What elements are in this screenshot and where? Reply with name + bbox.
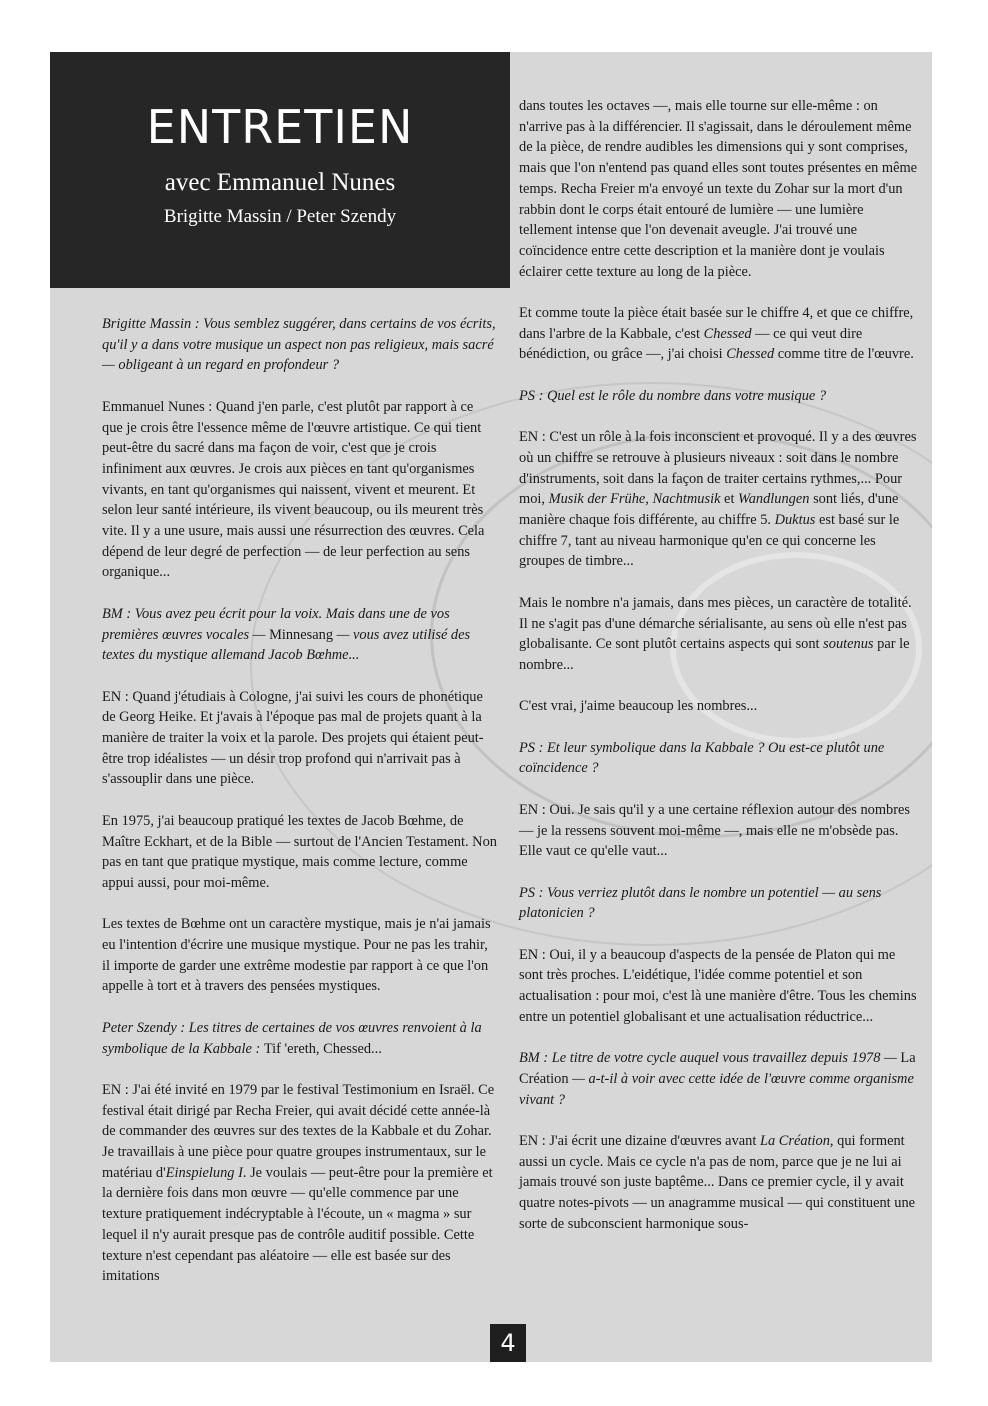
text-segment: Chessed [726,346,775,363]
text-segment: Les textes de Bœhme ont un caractère mystique, mais je n'ai jamais eu l'intention d'écrire une musique mystique. Pour ne pas les trahir, il importe de garder une extrême modestie par rapport à ce que l'on appelle à tort et à travers des pensées mystiques. [102,916,491,995]
text-segment: — vous avez utilisé des textes du mystique allemand Jacob Bœhme... [102,626,471,664]
text-segment: EN : C'est un rôle à la fois inconscient et provoqué. Il y a des œuvres où un chiffre se retrouve à plusieurs niveaux : soit dans le nombre d'instruments, soit dans la façon de traiter certains rythmes,... Pour moi, [519,429,917,508]
authors: Brigitte Massin / Peter Szendy [163,206,397,227]
interview-answer [519,303,919,365]
text-segment: Einspielung I [165,1164,243,1181]
interview-answer [519,945,919,1028]
page [50,52,932,1362]
text-segment: par le nombre... [519,636,910,673]
text-segment: soutenus [823,636,874,653]
text-segment: dans toutes les octaves —, mais elle tourne sur elle-même : on n'arrive pas à la différencier. Il s'agissait, dans le déroulement même de la pièce, de rendre audibles les dimensions qui y sont comprises, mais que l'on n'entend pas quand elles sont toutes présentes en même temps. Recha Freier m'a envoyé un texte du Zohar sur la mort d'un rabbin dont le corps était entouré de lumière — une lumière tellement intense que l'on devenait aveugle. J'ai trouvé une coïncidence entre cette description et la manière dont je voulais éclairer cette texture au long de la pièce. [519,98,918,280]
interview-answer [519,800,919,862]
right-column [519,96,919,1255]
page-subtitle: avec Emmanuel Nunes [164,169,396,196]
text-segment: C'est vrai, j'aime beaucoup les nombres... [519,698,758,715]
interview-answer [519,696,919,717]
interview-question [519,386,919,407]
left-column [102,314,497,1308]
text-segment: EN : Oui. Je sais qu'il y a une certaine réflexion autour des nombres — je la ressens souvent moi-même —, mais elle ne m'obsède pas. Elle vaut ce qu'elle vaut... [519,801,911,860]
text-segment: . Je voulais — peut-être pour la première et la dernière fois dans mon œuvre — qu'elle commence par une texture pratiquement indécryptable à l'écoute, un « magma » sur lequel il n'y aurait presque pas de contrôle auditif possible. Cette texture n'est cependant pas aléatoire — elle est basée sur des imitations [102,1164,493,1285]
text-segment: En 1975, j'ai beaucoup pratiqué les textes de Jacob Bœhme, de Maître Eckhart, et de la Bible — surtout de l'Ancien Testament. Non pas en tant que pratique mystique, mais comme lecture, comme appui aussi, pour moi-même. [102,812,497,891]
text-segment: Brigitte Massin : Vous semblez suggérer, dans certains de vos écrits, qu'il y a dans votre musique un aspect non pas religieux, mais sacré — obligeant à un regard en profondeur ? [102,316,496,374]
text-segment: Et comme toute la pièce était basée sur le chiffre 4, et que ce chiffre, dans l'arbre de la Kabbale, c'est [519,305,914,342]
text-segment: est basé sur le chiffre 7, tant au niveau harmonique qu'en ce qui concerne les groupes de timbre... [519,512,900,570]
text-segment: EN : Quand j'étudiais à Cologne, j'ai suivi les cours de phonétique de Georg Heike. Et j'avais à l'époque pas mal de projets quant à la manière de traiter la voix et la parole. Des projets qui étaient peut-être trop idéalistes — un désir trop profond qui n'arrivait pas à s'assouplir dans une pièce. [102,688,484,788]
interview-answer [102,397,497,583]
text-segment: EN : J'ai été invité en 1979 par le festival Testimonium en Israël. Ce festival était dirigé par Recha Freier, qui avait décidé cette année-là de commander des œuvres sur des textes de la Kabbale et du Zohar. Je travaillais à une pièce pour quatre groupes instrumentaux, sur le matériau d' [102,1081,495,1181]
interview-question [102,1018,497,1059]
text-segment: et [720,491,739,508]
text-segment: Minnesang [269,626,334,643]
text-segment: — a-t-il à voir avec cette idée de l'œuvre comme organisme vivant ? [519,1070,914,1108]
interview-question [519,883,919,924]
interview-answer [102,687,497,791]
text-segment: Chessed [703,325,752,342]
text-segment: , qui forment aussi un cycle. Mais ce cycle n'a pas de nom, parce que je ne lui ai jamais trouvé son juste baptême... Dans ce premier cycle, il y avait quatre notes-pivots — un anagramme musical — qui constituent une sorte de subconscient harmonique sous- [519,1132,916,1232]
text-segment: Peter Szendy : Les titres de certaines de vos œuvres renvoient à la symbolique de la Kabbale : [102,1019,482,1057]
interview-answer [519,1131,919,1235]
interview-answer [102,811,497,894]
text-segment: — ce qui veut dire bénédiction, ou grâce —, j'ai choisi [519,325,863,363]
page-number: 4 [490,1324,526,1362]
interview-question [102,314,497,376]
interview-question [102,604,497,666]
page-title: ENTRETIEN [146,100,414,154]
text-segment: comme titre de l'œuvre. [774,346,914,363]
text-segment: BM : Le titre de votre cycle auquel vous travaillez depuis 1978 — [519,1050,901,1067]
interview-answer [102,914,497,997]
text-segment: Musik der Frühe, Nachtmusik [548,491,721,508]
text-segment: La Création [759,1132,830,1149]
title-block [50,52,510,288]
interview-question [519,1048,919,1110]
text-segment: PS : Quel est le rôle du nombre dans votre musique ? [519,387,827,404]
text-segment: La Création [519,1050,916,1087]
text-segment: PS : Vous verriez plutôt dans le nombre un potentiel — au sens platonicien ? [519,884,882,922]
text-segment: BM : Vous avez peu écrit pour la voix. Mais dans une de vos premières œuvres vocales — [102,605,450,643]
interview-answer [519,427,919,572]
interview-question [519,738,919,779]
interview-answer [102,1080,497,1287]
text-segment: Mais le nombre n'a jamais, dans mes pièces, un caractère de totalité. Il ne s'agit pas d'une démarche sérialisante, au sens où elle n'est pas globalisante. Ce sont plutôt certains aspects qui sont [519,594,912,653]
text-segment: PS : Et leur symbolique dans la Kabbale ? Ou est-ce plutôt une coïncidence ? [519,739,885,777]
text-segment: sont liés, d'une manière chaque fois différente, au chiffre 5. [519,491,899,529]
text-segment: Tif 'ereth, Chessed... [263,1040,382,1057]
interview-answer [519,593,919,676]
text-segment: Emmanuel Nunes : Quand j'en parle, c'est plutôt par rapport à ce que je crois être l'essence même de l'œuvre artistique. Ce qui tient peut-être du sacré dans ma façon de voir, c'est que je crois infiniment aux œuvres. Je crois aux pièces en tant qu'organismes vivants, en tant qu'organismes qui naissent, vivent et meurent. Et selon leur santé intérieure, ils vivent beaucoup, ou ils meurent très vite. Il y a une usure, mais aussi une résurrection des œuvres. Cela dépend de leur degré de perfection — de leur perfection au sens organique... [102,398,485,581]
interview-answer [519,96,919,282]
text-segment: EN : J'ai écrit une dizaine d'œuvres avant [519,1132,760,1149]
text-segment: Duktus [774,512,816,529]
text-segment: EN : Oui, il y a beaucoup d'aspects de la pensée de Platon qui me sont très proches. L'eidétique, l'idée comme potentiel et son actualisation : pour moi, c'est là une manière d'être. Tous les chemins entre un potentiel globalisant et une actualisation réductrice... [519,946,917,1025]
text-segment: Wandlungen [738,491,810,508]
